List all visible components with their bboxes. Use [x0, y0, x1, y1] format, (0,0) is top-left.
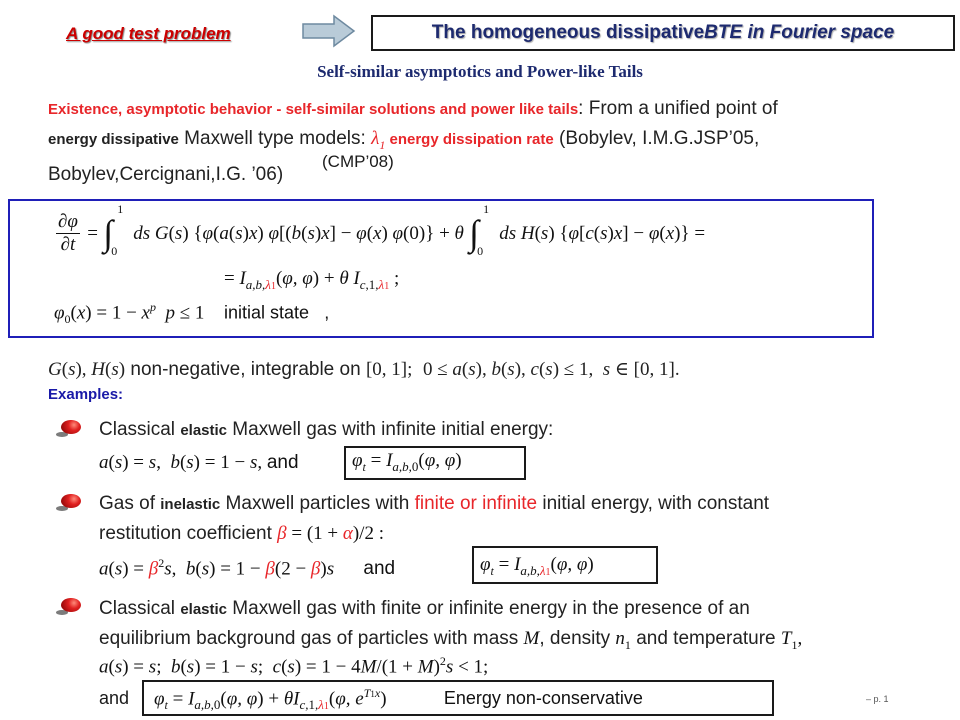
equation-line-3: $\varphi_0(x) = 1 - x^p$ p ≤ 1 initial state , — [54, 300, 330, 327]
example3-and: and — [99, 688, 130, 708]
initial-state-label: initial state — [223, 302, 309, 323]
energy-note: Energy non-conservative — [443, 688, 643, 709]
header-box-title: The homogeneous dissipative — [431, 22, 705, 43]
conditions-text: non-negative, integrable on — [130, 359, 361, 380]
header-left-title: A good test problem — [66, 24, 231, 43]
intro-text1: : From a unified point of — [578, 98, 778, 119]
example2-formula: $a(s) = \beta^2s$, b(s) = 1 − β(2 − β)s and — [99, 556, 396, 580]
intro-paragraph — [48, 94, 888, 189]
example2-boxed-equation: $\varphi_t = I_{a,b,\lambda 1}(\varphi$, φ) — [472, 546, 658, 584]
examples-label: Examples: — [48, 386, 124, 403]
lambda-symbol: $\lambda_1$ — [371, 128, 386, 152]
equation-line-2: = $I_{a,b,\lambda 1}(\varphi$, φ) + θ $I_{c,1,\lambda 1}$ ; — [224, 268, 400, 292]
example2-heading: Gas of inelastic Maxwell particles with finite or infinite initial energy, with constant restitution coefficient β = (1 + α)/2 : — [99, 493, 770, 544]
example3-heading: Classical elastic Maxwell gas with finite or infinite energy in the presence of an equilibrium background gas of particles with mass M, density $n_1$ and temperature $T_1$, — [99, 598, 803, 652]
intro-red-lead: Existence, asymptotic behavior - self-similar solutions and power like tails — [48, 101, 579, 118]
example3-boxed-equation: $\varphi_t = I_{a,b,0}(\varphi$, $\varphi) + \theta I_{c,1,\lambda 1}(\varphi$, $e^{T1x}$) Energy non-conservative — [142, 680, 774, 716]
bullet-icon — [61, 420, 81, 434]
cmp-citation: (CMP’08) — [322, 152, 394, 171]
intro-bold2: energy dissipation rate — [385, 131, 554, 148]
bullet-icon — [61, 494, 81, 508]
conditions-line: G(s), H(s) non-negative, integrable on [0, 1]; 0 ≤ a(s), b(s), c(s) ≤ 1, s ∈ [0, 1]. — [48, 359, 680, 380]
page-label: – p. 1 — [866, 694, 889, 704]
header-title-box — [371, 15, 955, 51]
intro-text3: (Bobylev, I.M.G.JSP’05, — [553, 128, 760, 149]
intro-text2: Maxwell type models: — [178, 128, 372, 149]
example3-formula: a(s) = s; b(s) = 1 − s; $c(s) = 1 - 4M/(1 + M)^2s < 1$; — [99, 654, 489, 678]
intro-text4: Bobylev,Cercignani,I.G. ’06) — [48, 163, 284, 185]
header-box-title-emphasis: BTE in Fourier space — [704, 22, 895, 43]
right-arrow-icon — [302, 14, 356, 48]
example1-boxed-equation: $\varphi_t = I_{a,b,0}(\varphi$, φ) — [344, 446, 526, 480]
bullet-icon — [61, 598, 81, 612]
example1-heading: Classical elastic Maxwell gas with infinite initial energy: — [99, 419, 554, 440]
equation-line-1: $\frac{\partial\varphi}{\partial t}$ = ∫ 1 0 ds G(s) {φ(a(s)x) φ[(b(s)x] − φ(x) φ(0)} + θ ∫ 1 0 ds H(s) {φ[c(s)x] − φ(x)} = — [58, 202, 706, 258]
intro-bold1: energy dissipative — [48, 131, 179, 148]
slide-subtitle: Self-similar asymptotics and Power-like Tails — [317, 62, 643, 81]
example1-formula: a(s) = s, b(s) = 1 − s, and — [99, 452, 299, 473]
